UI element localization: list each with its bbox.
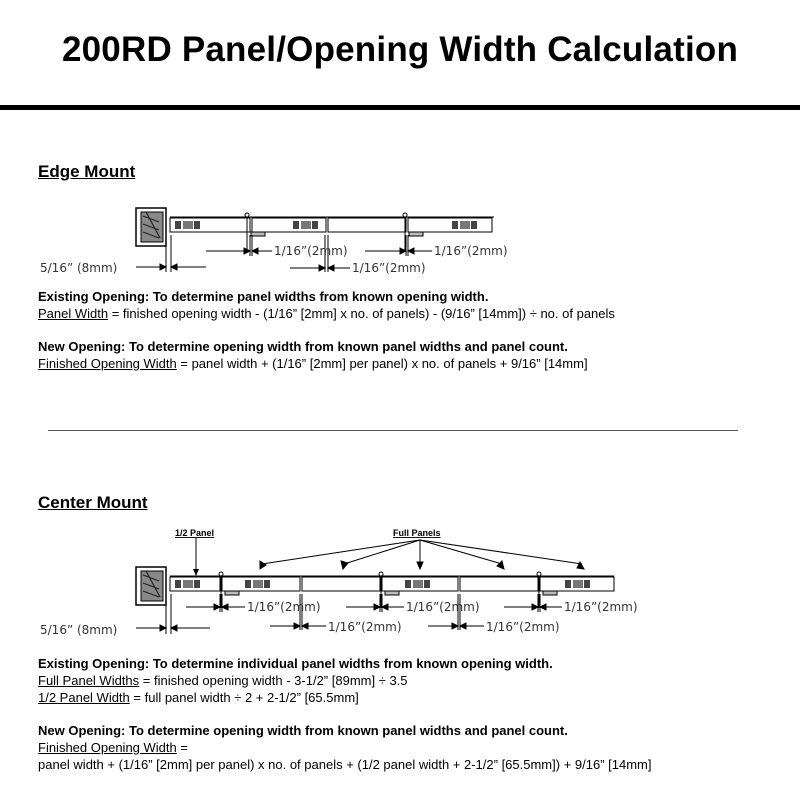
center-half-panel [170,577,220,591]
center-finished-opening-width-term: Finished Opening Width [38,740,177,755]
center-panel-2 [302,577,380,591]
center-half-formula: 1/2 Panel Width = full panel width ÷ 2 + 2-1/2” [65.5mm] [38,690,359,705]
center-dim-5-16: 5/16” (8mm) [40,623,118,637]
full-panel-widths-term: Full Panel Widths [38,673,140,688]
edge-dim-gap-3: 1/16”(2mm) [434,244,508,258]
edge-panel-3 [328,218,406,232]
center-panel-5 [540,577,614,591]
edge-dim-5-16: 5/16” (8mm) [40,261,118,275]
center-existing-title: Existing Opening: To determine individual panel widths from known opening width. [38,656,553,671]
center-dim-gap-4: 1/16”(2mm) [486,620,560,634]
center-dim-gap-2: 1/16”(2mm) [328,620,402,634]
center-dim-gap-3: 1/16”(2mm) [406,600,480,614]
center-wall-jamb [136,567,166,605]
full-panels-leaders [260,540,584,569]
half-panel-width-term: 1/2 Panel Width [38,690,130,705]
center-new-term: Finished Opening Width = [38,740,188,755]
edge-mount-heading: Edge Mount [38,162,136,181]
edge-panel-1 [170,218,250,232]
finished-opening-width-term: Finished Opening Width [38,356,177,371]
center-dim-gap-1: 1/16”(2mm) [247,600,321,614]
edge-new-title: New Opening: To determine opening width from known panel widths and panel count. [38,339,568,354]
panel-width-term: Panel Width [38,306,109,321]
center-new-formula: panel width + (1/16” [2mm] per panel) x no. of panels + (1/2 panel width + 2-1/2” [65.5mm]) + 9/16” [14mm] [38,757,652,772]
center-new-title: New Opening: To determine opening width from known panel widths and panel count. [38,723,568,738]
edge-new-formula: Finished Opening Width = panel width + (1/16” [2mm] per panel) x no. of panels + 9/16” [14mm] [38,356,588,371]
center-panel-4 [460,577,538,591]
edge-existing-title: Existing Opening: To determine panel widths from known opening width. [38,289,489,304]
edge-panel-2 [252,218,326,232]
center-panel-1 [222,577,300,591]
edge-panel-4 [408,218,492,232]
center-full-formula: Full Panel Widths = finished opening width - 3-1/2” [89mm] ÷ 3.5 [38,673,408,688]
edge-dim-gap-2: 1/16”(2mm) [352,261,426,275]
center-dim-gap-5: 1/16”(2mm) [564,600,638,614]
full-panels-label: Full Panels [393,528,441,538]
half-panel-label: 1/2 Panel [175,528,215,538]
edge-existing-formula: Panel Width = finished opening width - (1/16” [2mm] x no. of panels) - (9/16” [14mm]) ÷ no. of panels [38,306,615,321]
edge-dim-gap-1: 1/16”(2mm) [274,244,348,258]
center-panel-3 [382,577,458,591]
section-divider [48,430,738,431]
page-title: 200RD Panel/Opening Width Calculation [61,30,739,69]
edge-wall-jamb [136,208,166,246]
center-mount-heading: Center Mount [38,493,148,512]
